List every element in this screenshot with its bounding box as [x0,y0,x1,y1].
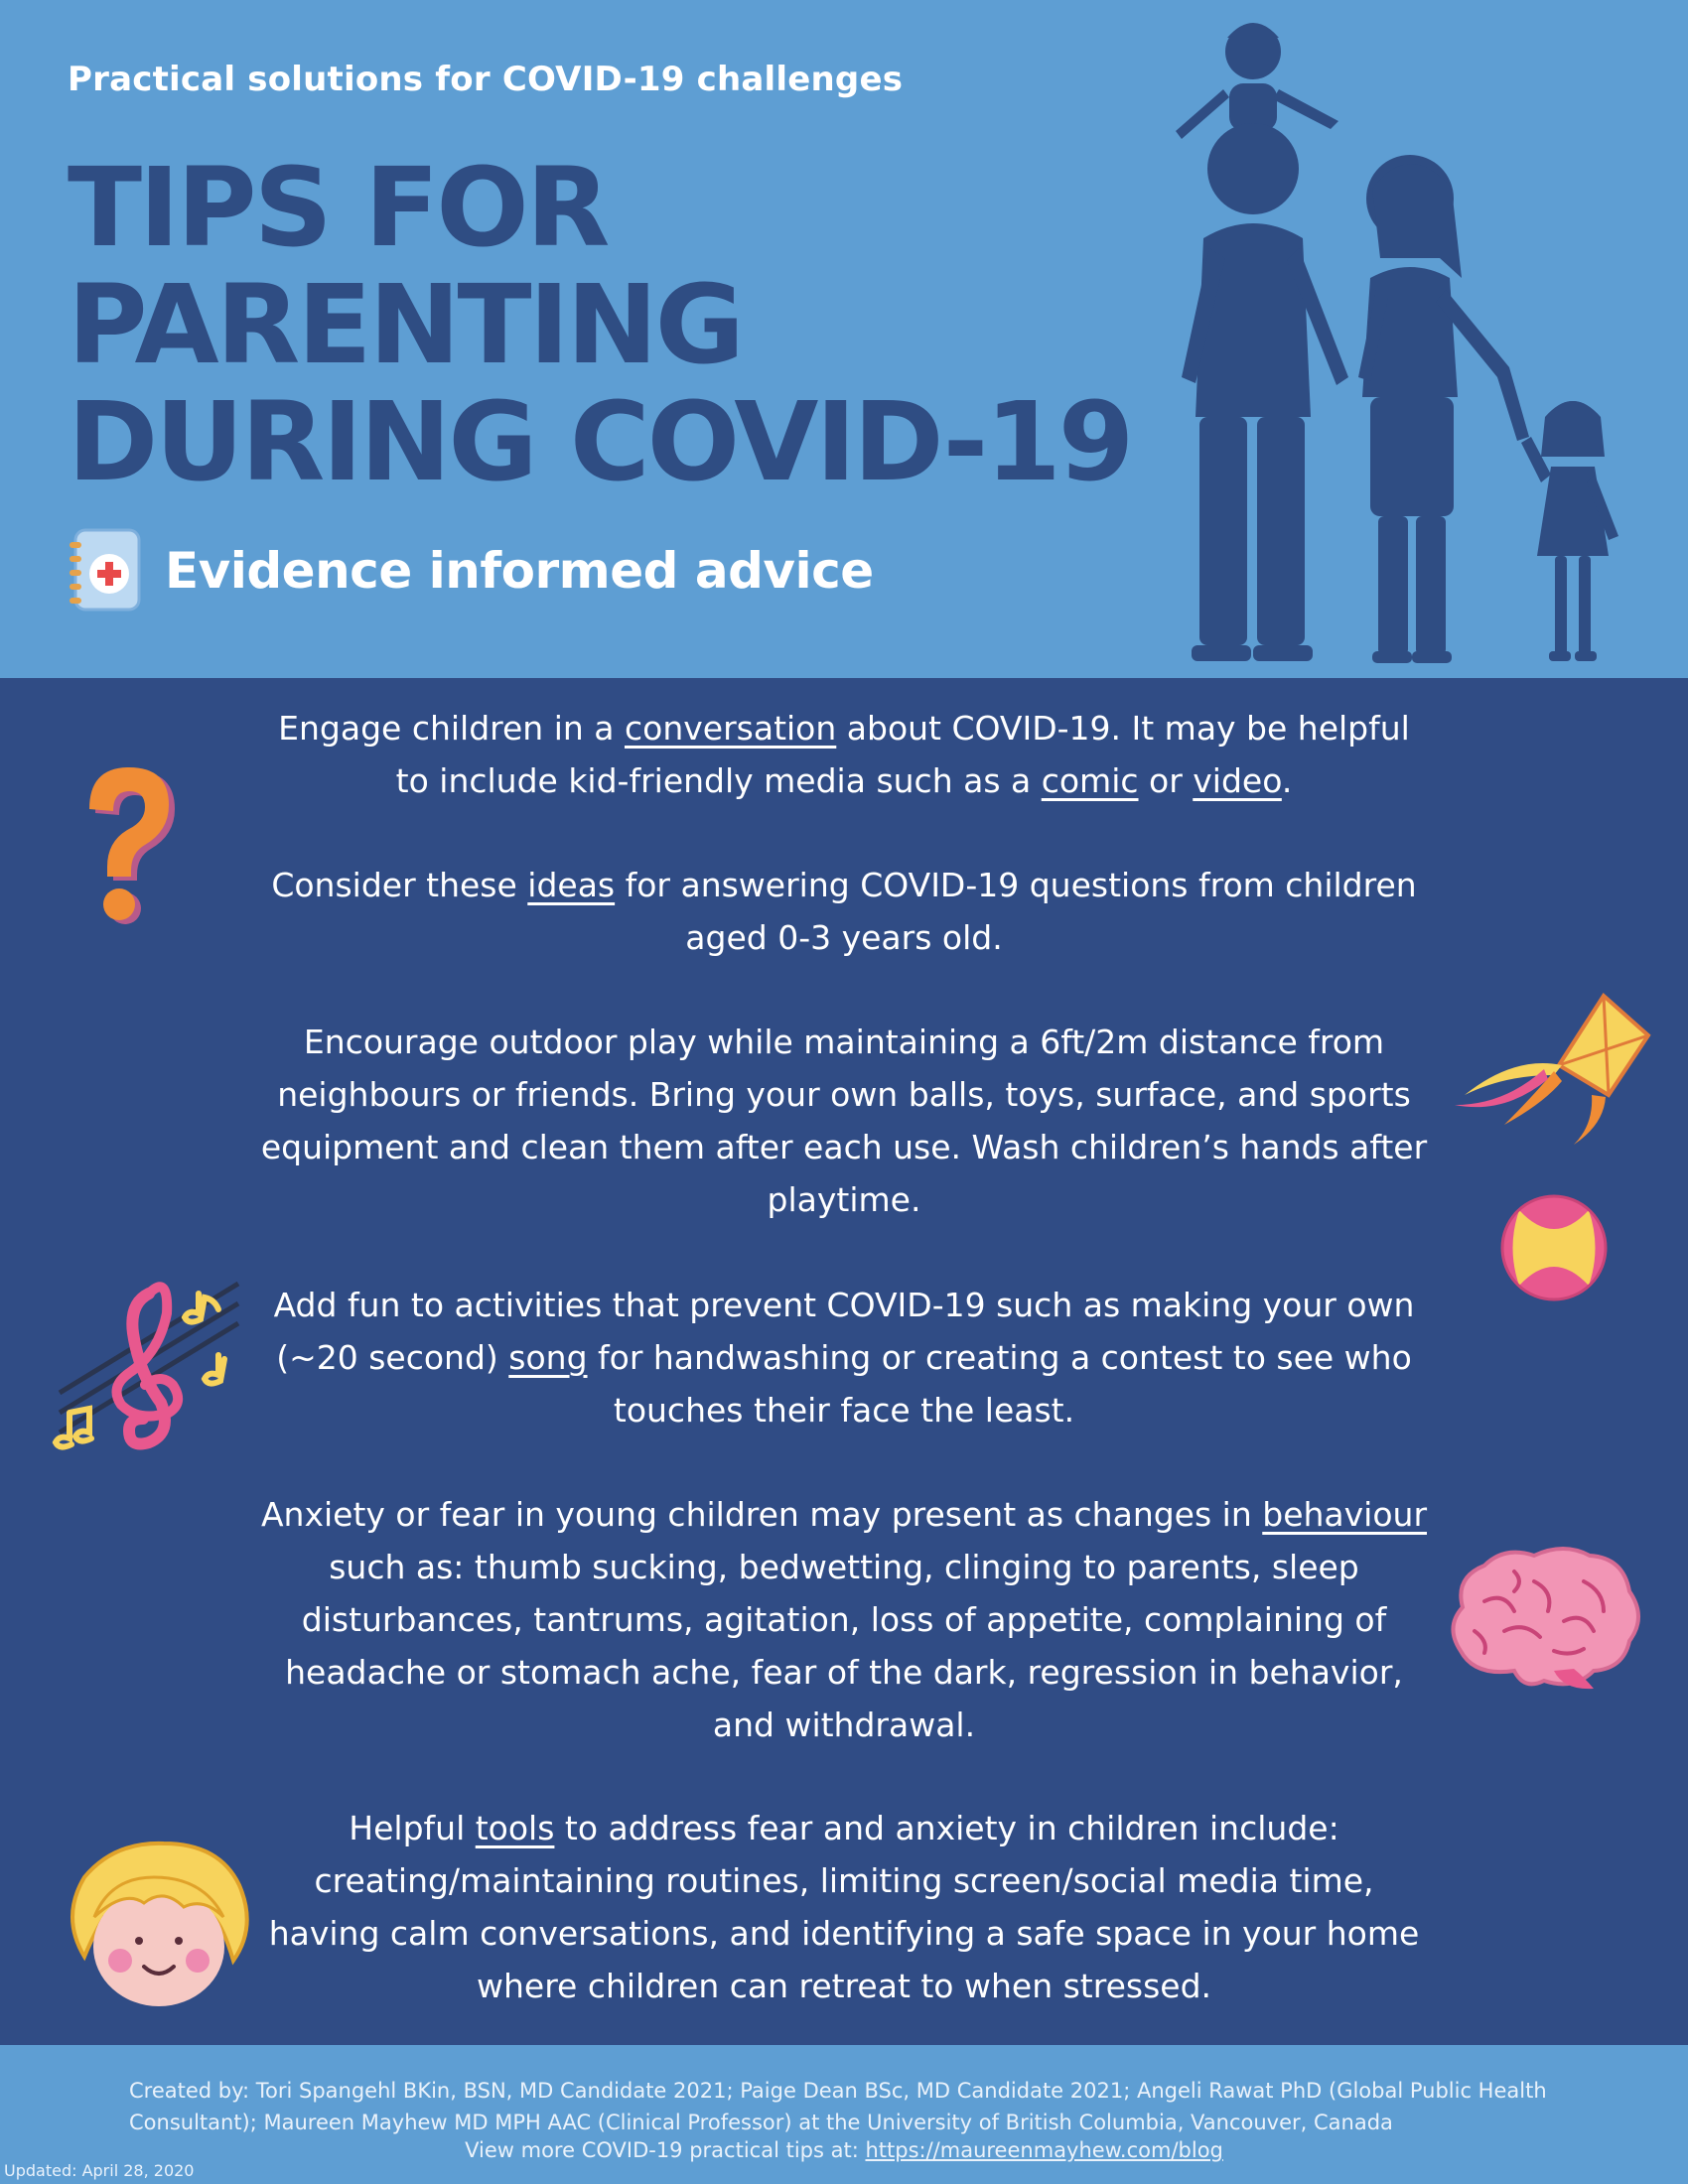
more-tips-label: View more COVID-19 practical tips at: [465,2138,866,2162]
tip-anxiety-signs [258,1488,1430,1751]
tip-text: Consider these [271,866,528,904]
tip-text: for answering COVID-19 questions from children aged 0-3 years old. [615,866,1417,957]
kite-and-ball-icon [1445,986,1658,1303]
behaviour-link[interactable]: behaviour [1262,1495,1428,1534]
question-mark-icon [71,757,191,936]
tip-text: to address fear and anxiety in children include: creating/maintaining routines, limiting screen/social media time, having calm conversations, and identifying a safe space in your home where children can retreat to when stressed. [268,1809,1420,2005]
music-notes-icon [50,1264,248,1472]
footer [0,2045,1688,2184]
medical-notebook-icon [66,524,145,614]
song-link[interactable]: song [508,1338,588,1377]
tip-ideas [258,859,1430,964]
tip-text: . [1281,761,1293,800]
kicker-text: Practical solutions for COVID-19 challenges [68,60,904,99]
brain-icon [1445,1542,1643,1701]
blog-link[interactable]: https://maureenmayhew.com/blog [865,2138,1223,2162]
tip-text: for handwashing or creating a contest to see who touches their face the least. [587,1338,1412,1430]
tip-text: Add fun to activities that prevent COVID-19 such as making your own (~20 second) [273,1286,1415,1377]
page-title [68,144,1132,505]
comic-link[interactable]: comic [1041,761,1139,800]
tip-outdoor-play: Encourage outdoor play while maintaining a 6ft/2m distance from neighbours or friends. Bring your own balls, toys, surface, and sports equipment and clean them after each use. Wash children’s hands after playtime. [260,1023,1428,1219]
tip-text: about COVID-19. It may be helpful to include kid-friendly media such as a [395,709,1410,800]
title-line-3: DURING COVID-19 [68,378,1132,505]
conversation-link[interactable]: conversation [625,709,837,748]
ideas-link[interactable]: ideas [527,866,616,904]
tip-text: Helpful [349,1809,476,1847]
family-silhouette-icon [1142,0,1688,678]
video-link[interactable]: video [1193,761,1282,800]
title-line-2: PARENTING [68,261,742,388]
tools-link[interactable]: tools [475,1809,555,1847]
tip-text: Engage children in a [278,709,625,748]
tip-helpful-tools [258,1802,1430,2012]
header-banner [0,0,1688,678]
updated-date: Updated: April 28, 2020 [4,2161,195,2180]
tip-text: such as: thumb sucking, bedwetting, clinging to parents, sleep disturbances, tantrums, agitation, loss of appetite, complaining of headache or stomach ache, fear of the dark, regression in behavior, and withdrawal. [285,1548,1403,1744]
tips-section [0,678,1688,2045]
credits-text: Created by: Tori Spangehl BKin, BSN, MD Candidate 2021; Paige Dean BSc, MD Candidate 2021; Angeli Rawat PhD (Global Public Health Consultant); Maureen Mayhew MD MPH AAC (Clinical Professor) at the University of British Columbia, Vancouver, Canada [129,2079,1547,2134]
tip-fun-activities [258,1279,1430,1436]
subtitle: Evidence informed advice [165,542,874,600]
tip-conversation [258,702,1430,807]
child-face-icon [55,1838,263,2016]
title-line-1: TIPS FOR [68,144,608,271]
more-tips-line [0,2138,1688,2162]
tip-text: or [1138,761,1194,800]
tip-text: Anxiety or fear in young children may present as changes in [260,1495,1263,1534]
